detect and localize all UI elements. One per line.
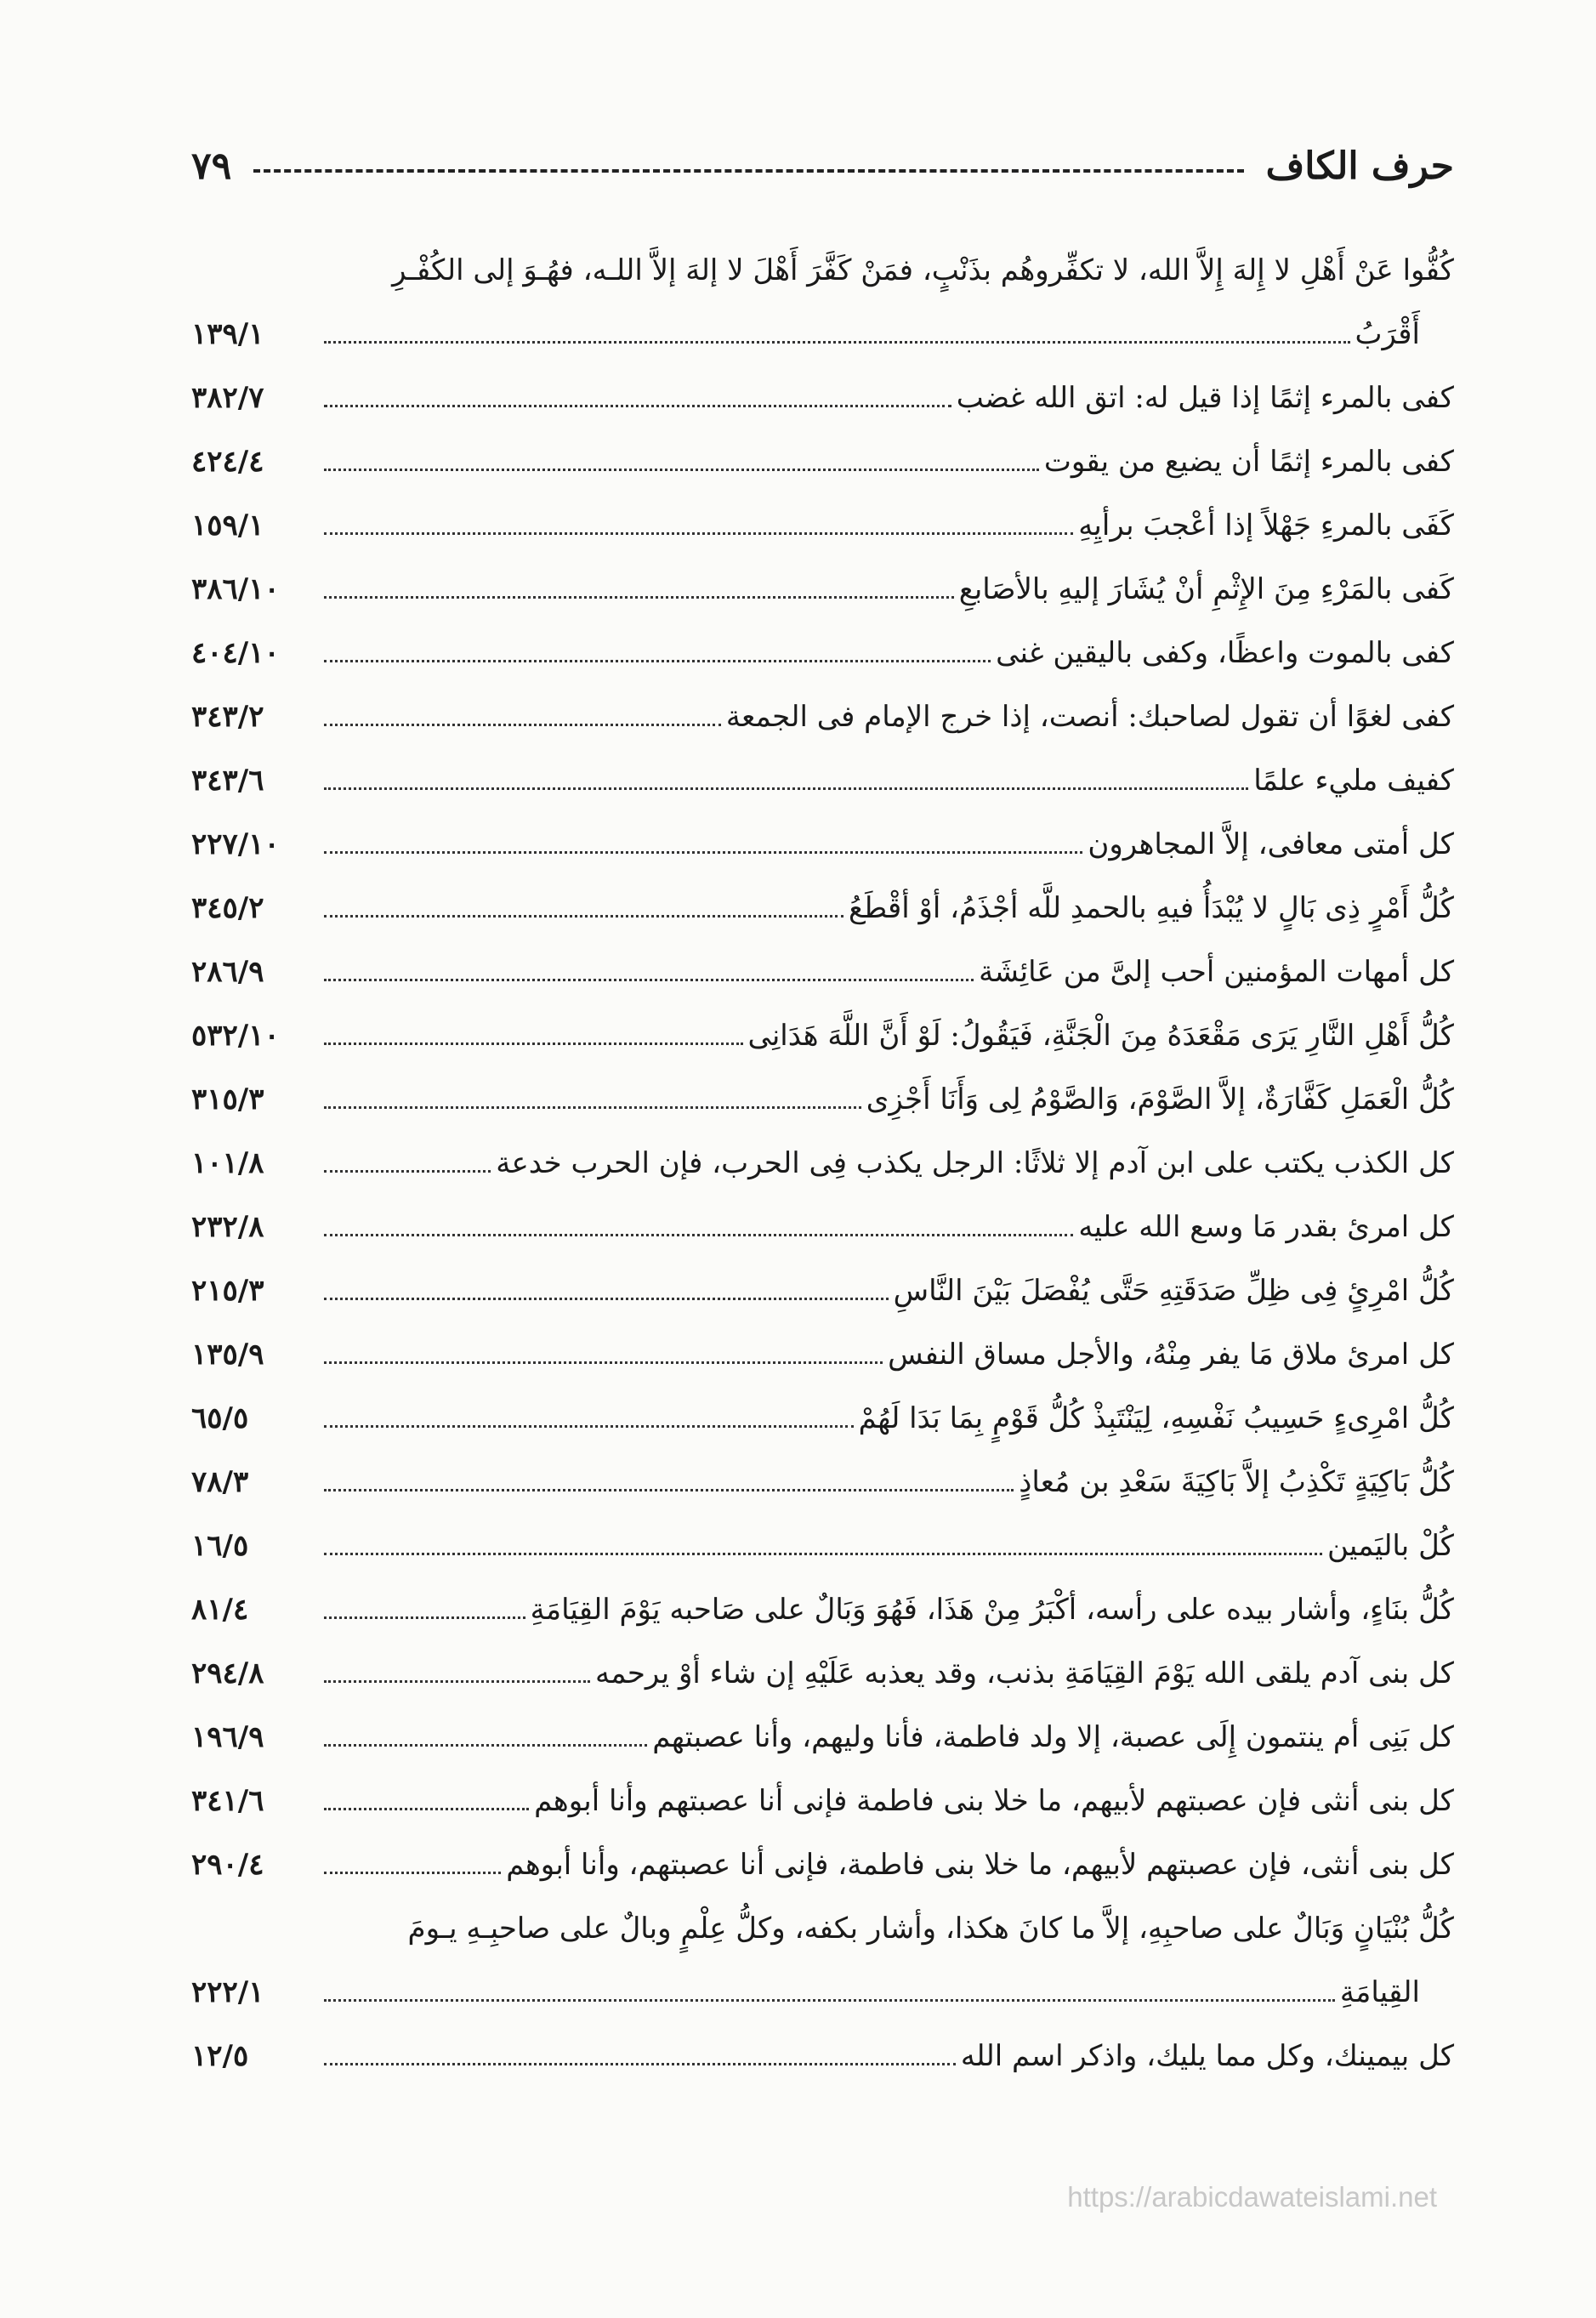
entry-text: كُلُّ امْرِئٍ فِى ظِلِّ صَدَقَتِهِ حَتَّى يُفْصَلَ بَيْنَ النَّاسِ bbox=[893, 1273, 1454, 1308]
entry-reference: ١٥٩/١ bbox=[191, 508, 264, 543]
dot-leader bbox=[324, 1043, 743, 1045]
index-entry bbox=[191, 1832, 1454, 1896]
entry-reference: ٣٤٣/٦ bbox=[191, 763, 264, 798]
entry-reference: ٣٤١/٦ bbox=[191, 1783, 264, 1818]
entry-reference: ١٦/٥ bbox=[191, 1528, 249, 1563]
entry-reference: ١٠١/٨ bbox=[191, 1145, 264, 1180]
entry-text: كُلُّ الْعَمَلِ كَفَّارَةٌ، إلاَّ الصَّوْمَ، وَالصَّوْمُ لِى وَأَنَا أَجْزِى bbox=[866, 1082, 1454, 1116]
entry-text: كل بَنِى أم ينتمون إِلَى عصبة، إلا ولد فاطمة، فأنا وليهم، وأنا عصبتهم bbox=[652, 1719, 1454, 1754]
entry-text: كُفُّوا عَنْ أَهْلِ لا إِلهَ إِلاَّ الله، لا تكفِّروهُم بذَنْبٍ، فمَنْ كَفَّرَ أَهْلَ لا إلهَ إلاَّ اللـه، فهُـوَ إلى الكُفْـرِ bbox=[392, 253, 1454, 287]
entry-text: كُلُّ أَمْرٍ ذِى بَالٍ لا يُبْدَأُ فيهِ بالحمدِ للَّه أجْذَمُ، أوْ أقْطَعُ bbox=[848, 890, 1454, 925]
dot-leader bbox=[324, 1106, 861, 1109]
entry-text: كفى بالموت واعظًا، وكفى باليقين غنى bbox=[996, 635, 1454, 670]
index-entry bbox=[191, 685, 1454, 748]
index-entry bbox=[191, 1195, 1454, 1258]
index-entry bbox=[191, 940, 1454, 1003]
entry-reference: ٧٨/٣ bbox=[191, 1464, 249, 1499]
entry-text: كفى بالمرء إثمًا إذا قيل له: اتق الله غضب bbox=[956, 380, 1454, 415]
dot-leader bbox=[324, 1999, 1335, 2002]
watermark-url: https://arabicdawateislami.net bbox=[1067, 2181, 1437, 2213]
entry-text: كل الكذب يكتب على ابن آدم إلا ثلاثًا: الرجل يكذب فِى الحرب، فإن الحرب خدعة bbox=[496, 1145, 1454, 1180]
entry-reference: ٢٢٧/١٠ bbox=[191, 827, 280, 861]
dot-leader bbox=[324, 341, 1350, 344]
entry-text: كُلُّ بنَاءٍ، وأشار بيده على رأسه، أكْبَرُ مِنْ هَذَا، فَهُوَ وَبَالٌ على صَاحبه يَوْمَ القِيَامَةِ bbox=[530, 1592, 1454, 1627]
dot-leader bbox=[324, 1298, 889, 1300]
dot-leader bbox=[324, 660, 991, 662]
entry-reference: ٤٢٤/٤ bbox=[191, 444, 264, 479]
entry-reference: ٢٢٢/١ bbox=[191, 1974, 264, 2009]
index-entry bbox=[191, 1514, 1454, 1577]
dot-leader bbox=[324, 1425, 854, 1428]
index-entry bbox=[191, 2024, 1454, 2088]
dot-leader bbox=[324, 1808, 529, 1810]
entry-reference: ٤٠٤/١٠ bbox=[191, 635, 280, 670]
index-entry bbox=[191, 1705, 1454, 1769]
entry-reference: ٣٤٥/٢ bbox=[191, 890, 264, 925]
entry-text: كَفَى بالمرءِ جَهْلاً إذا أعْجبَ برأيِهِ bbox=[1078, 508, 1454, 543]
index-entry-list bbox=[191, 238, 1454, 2088]
dot-leader bbox=[324, 532, 1073, 535]
index-entry bbox=[191, 812, 1454, 876]
entry-text: كل أمهات المؤمنين أحب إلىَّ من عَائِشَة bbox=[979, 954, 1454, 989]
dot-leader bbox=[324, 1361, 883, 1364]
entry-text-continuation: أَقْرَبُ bbox=[1355, 316, 1420, 351]
entry-text: كل بنى آدم يلقى الله يَوْمَ القِيَامَةِ بذنب، وقد يعذبه عَلَيْهِ إن شاء أوْ يرحمه bbox=[595, 1656, 1454, 1690]
dot-leader bbox=[324, 851, 1082, 854]
index-entry bbox=[191, 621, 1454, 685]
entry-text: كل امرئ بقدر مَا وسع الله عليه bbox=[1078, 1209, 1454, 1244]
entry-reference: ٢٨٦/٩ bbox=[191, 954, 264, 989]
entry-reference: ١٢/٥ bbox=[191, 2038, 249, 2073]
entry-text: كل بيمينك، وكل مما يليك، واذكر اسم الله bbox=[960, 2038, 1454, 2073]
entry-reference: ٣٨٢/٧ bbox=[191, 380, 264, 415]
entry-text: كل بنى أنثى فإن عصبتهم لأبيهم، ما خلا بنى فاطمة فإنى أنا عصبتهم وأنا أبوهم bbox=[534, 1783, 1454, 1818]
dot-leader bbox=[324, 1680, 590, 1683]
entry-reference: ٢٩٠/٤ bbox=[191, 1847, 264, 1882]
dot-leader bbox=[324, 724, 721, 726]
entry-text: كفى بالمرء إثمًا أن يضيع من يقوت bbox=[1043, 444, 1454, 479]
dot-leader bbox=[324, 1553, 1322, 1555]
entry-reference: ٨١/٤ bbox=[191, 1592, 249, 1627]
dot-leader bbox=[324, 1489, 1014, 1491]
dot-leader bbox=[324, 1744, 647, 1747]
entry-text: كفيف مليء علمًا bbox=[1253, 763, 1454, 798]
entry-text-continuation: القِيامَةِ bbox=[1339, 1974, 1420, 2009]
dot-leader bbox=[324, 1872, 501, 1874]
entry-text: كَفى بالمَرْءِ مِنَ الإِثْمِ أنْ يُشَارَ إليهِ بالأصَابعِ bbox=[958, 571, 1454, 606]
entry-reference: ٢٣٢/٨ bbox=[191, 1209, 264, 1244]
index-entry bbox=[191, 1386, 1454, 1450]
dot-leader bbox=[324, 469, 1039, 471]
index-entry bbox=[191, 238, 1454, 366]
dot-leader bbox=[324, 915, 843, 918]
entry-reference: ٣٨٦/١٠ bbox=[191, 571, 280, 606]
entry-text: كل امرئ ملاق مَا يفر مِنْهُ، والأجل مساق النفس bbox=[888, 1337, 1454, 1372]
index-entry bbox=[191, 1896, 1454, 2024]
index-entry bbox=[191, 1131, 1454, 1195]
dot-leader bbox=[324, 1170, 491, 1173]
index-entry bbox=[191, 1322, 1454, 1386]
entry-text: كفى لغوًا أن تقول لصاحبك: أنصت، إذا خرج الإمام فى الجمعة bbox=[725, 699, 1454, 734]
entry-text: كل أمتى معافى، إلاَّ المجاهرون bbox=[1088, 827, 1454, 861]
entry-reference: ٢١٥/٣ bbox=[191, 1273, 264, 1308]
index-entry bbox=[191, 1641, 1454, 1705]
dot-leader bbox=[324, 596, 954, 599]
entry-text: كُلُّ امْرِىءٍ حَسِيبُ نَفْسِهِ، لِيَنْتَبِذْ كُلُّ قَوْمٍ بِمَا بَدَا لَهُمْ bbox=[858, 1400, 1454, 1435]
index-entry bbox=[191, 876, 1454, 940]
entry-reference: ٥٣٢/١٠ bbox=[191, 1018, 280, 1053]
dot-leader bbox=[324, 787, 1248, 790]
entry-reference: ٣١٥/٣ bbox=[191, 1082, 264, 1116]
index-entry bbox=[191, 493, 1454, 557]
entry-text: كل بنى أنثى، فإن عصبتهم لأبيهم، ما خلا بنى فاطمة، فإنى أنا عصبتهم، وأنا أبوهم bbox=[506, 1847, 1454, 1882]
index-entry bbox=[191, 1258, 1454, 1322]
page-header bbox=[191, 136, 1454, 196]
entry-text: كُلْ باليَمين bbox=[1327, 1528, 1454, 1563]
index-entry bbox=[191, 557, 1454, 621]
index-entry bbox=[191, 1577, 1454, 1641]
page-number: ٧٩ bbox=[191, 144, 232, 188]
entry-reference: ٣٤٣/٢ bbox=[191, 699, 264, 734]
dot-leader bbox=[324, 1234, 1073, 1236]
index-entry bbox=[191, 1003, 1454, 1067]
header-dashed-rule bbox=[253, 169, 1243, 173]
dot-leader bbox=[324, 2063, 956, 2065]
dot-leader bbox=[324, 979, 974, 981]
index-entry bbox=[191, 1450, 1454, 1514]
entry-text: كُلُّ أَهْلِ النَّارِ يَرَى مَقْعَدَهُ مِنَ الْجَنَّةِ، فَيَقُولُ: لَوْ أَنَّ اللَّهَ هَدَانِى bbox=[747, 1018, 1454, 1053]
entry-reference: ٦٥/٥ bbox=[191, 1400, 249, 1435]
entry-reference: ١٩٦/٩ bbox=[191, 1719, 264, 1754]
entry-text: كُلُّ بَاكِيَةٍ تَكْذِبُ إلاَّ بَاكِيَةَ سَعْدِ بن مُعاذٍ bbox=[1019, 1464, 1454, 1499]
index-entry bbox=[191, 1769, 1454, 1832]
entry-reference: ١٣٥/٩ bbox=[191, 1337, 264, 1372]
dot-leader bbox=[324, 1616, 525, 1619]
entry-text: كُلُّ بُنْيَانٍ وَبَالٌ على صاحبِهِ، إلاَّ ما كانَ هكذا، وأشار بكفه، وكلُّ عِلْمٍ وبالٌ على صاحبِـهِ يـومَ bbox=[407, 1911, 1454, 1946]
entry-reference: ١٣٩/١ bbox=[191, 316, 264, 351]
index-entry bbox=[191, 1067, 1454, 1131]
dot-leader bbox=[324, 405, 951, 407]
index-entry bbox=[191, 748, 1454, 812]
index-entry bbox=[191, 366, 1454, 429]
index-entry bbox=[191, 429, 1454, 493]
entry-reference: ٢٩٤/٨ bbox=[191, 1656, 264, 1690]
page-title: حرف الكاف bbox=[1265, 144, 1454, 188]
